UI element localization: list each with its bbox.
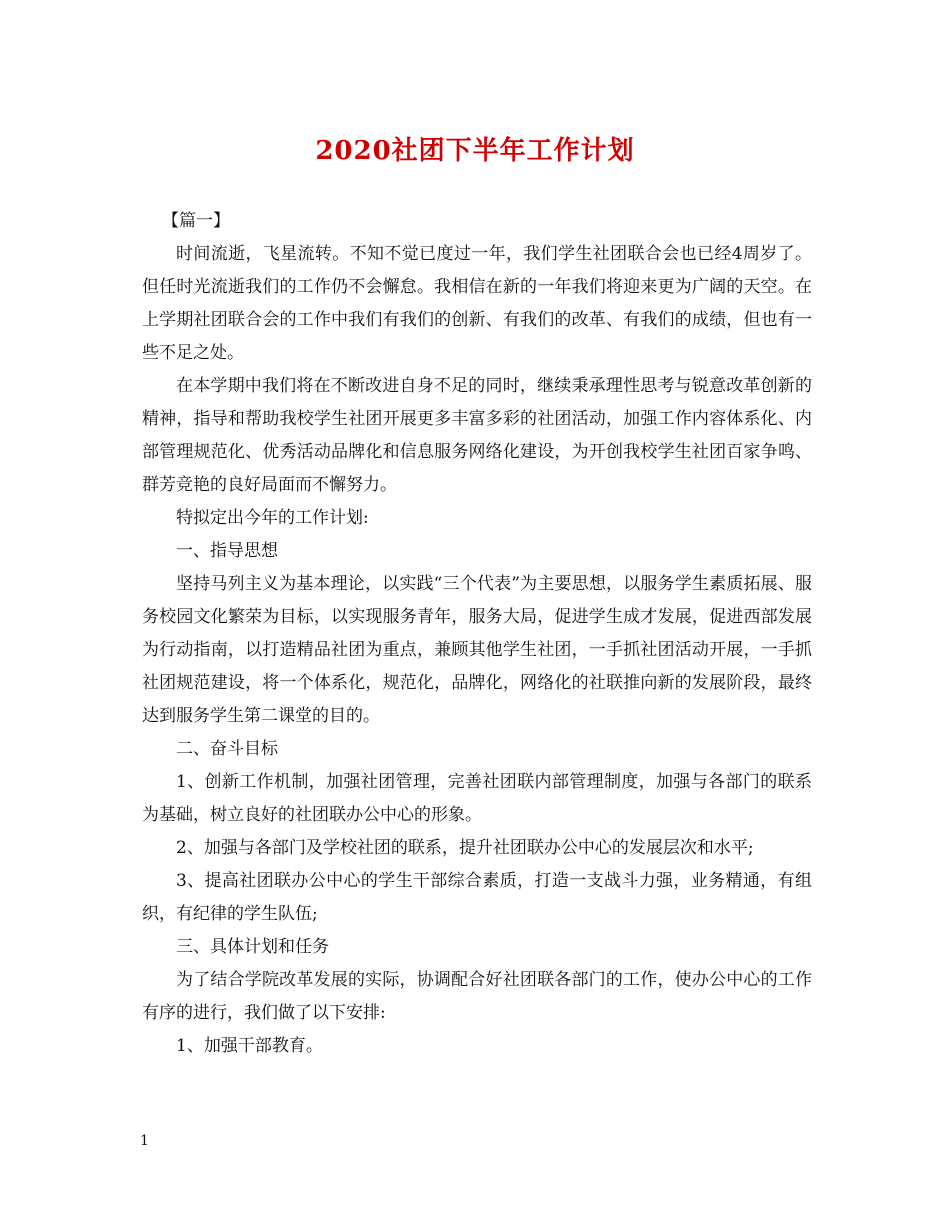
paragraph: 时间流逝，飞星流转。不知不觉已度过一年，我们学生社团联合会也已经4周岁了。但任时光流逝我们的工作仍不会懈怠。我相信在新的一年我们将迎来更为广阔的天空。在上学期社团联合会的工作中我们有我们的创新、有我们的改革、有我们的成绩，但也有一些不足之处。: [142, 244, 812, 363]
list-item: 1、加强干部教育。: [176, 1036, 323, 1056]
list-item: 3、提高社团联办公中心的学生干部综合素质，打造一支战斗力强，业务精通，有组织，有纪律的学生队伍;: [142, 871, 812, 924]
page-number: 1: [140, 1133, 149, 1149]
document-body: [142, 205, 812, 1063]
section-heading: 一、指导思想: [176, 541, 278, 561]
section-heading: 三、具体计划和任务: [176, 937, 329, 957]
section-heading: 二、奋斗目标: [176, 739, 278, 759]
section-tag: 【篇一】: [162, 211, 230, 231]
paragraph: 在本学期中我们将在不断改进自身不足的同时，继续秉承理性思考与锐意改革创新的精神，指导和帮助我校学生社团开展更多丰富多彩的社团活动，加强工作内容体系化、内部管理规范化、优秀活动品牌化和信息服务网络化建设，为开创我校学生社团百家争鸣、群芳竞艳的良好局面而不懈努力。: [142, 376, 812, 495]
document-title: 2020社团下半年工作计划: [315, 136, 635, 166]
list-item: 1、创新工作机制，加强社团管理，完善社团联内部管理制度，加强与各部门的联系为基础，树立良好的社团联办公中心的形象。: [142, 772, 812, 825]
paragraph: 特拟定出今年的工作计划:: [176, 508, 369, 528]
list-item: 2、加强与各部门及学校社团的联系，提升社团联办公中心的发展层次和水平;: [176, 838, 754, 858]
paragraph: 为了结合学院改革发展的实际，协调配合好社团联各部门的工作，使办公中心的工作有序的进行，我们做了以下安排:: [142, 970, 812, 1023]
paragraph: 坚持马列主义为基本理论，以实践“三个代表”为主要思想，以服务学生素质拓展、服务校园文化繁荣为目标，以实现服务青年，服务大局，促进学生成才发展，促进西部发展为行动指南，以打造精品社团为重点，兼顾其他学生社团，一手抓社团活动开展，一手抓社团规范建设，将一个体系化，规范化，品牌化，网络化的社联推向新的发展阶段，最终达到服务学生第二课堂的目的。: [142, 574, 812, 726]
